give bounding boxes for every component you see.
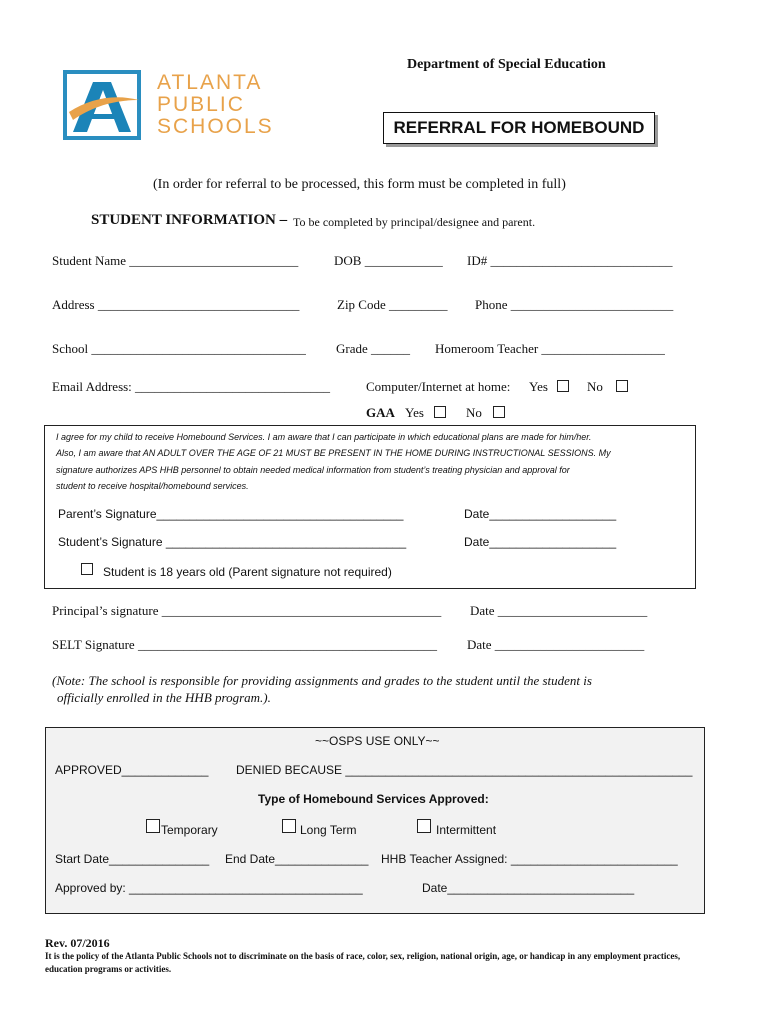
form-instruction: (In order for referral to be processed, this form must be completed in full)	[153, 177, 566, 192]
principal-date-field[interactable]: Date _______________________	[470, 603, 648, 618]
consent-text-line-2: Also, I am aware that AN ADULT OVER THE AGE OF 21 MUST BE PRESENT IN THE HOME DURING INSTRUCTIONAL SESSIONS. My	[56, 448, 611, 458]
denied-because-field[interactable]: DENIED BECAUSE ____________________________________________________	[236, 763, 693, 777]
homeroom-teacher-field[interactable]: Homeroom Teacher ___________________	[435, 341, 665, 356]
long-term-label: Long Term	[300, 823, 357, 837]
temporary-checkbox[interactable]	[146, 819, 160, 833]
responsibility-note-line-2: officially enrolled in the HHB program.).	[57, 690, 271, 705]
internet-no-label: No	[587, 379, 603, 394]
internet-yes-checkbox[interactable]	[557, 380, 569, 392]
approved-field[interactable]: APPROVED_____________	[55, 763, 209, 777]
parent-signature-field[interactable]: Parent’s Signature_____________________________________	[58, 507, 404, 521]
gaa-no-label: No	[466, 405, 482, 420]
internet-no-checkbox[interactable]	[616, 380, 628, 392]
logo-line-1: ATLANTA	[157, 71, 263, 94]
student-signature-field[interactable]: Student’s Signature ____________________________________	[58, 535, 407, 549]
nondiscrimination-policy: It is the policy of the Atlanta Public Schools not to discriminate on the basis of race, color, sex, religion, national origin, age, or handicap in any employment practices, education programs or activities.	[45, 951, 681, 974]
gaa-yes-checkbox[interactable]	[434, 406, 446, 418]
consent-text-line-3: signature authorizes APS HHB personnel to obtain needed medical information from student’s treating physician and approval for	[56, 465, 570, 475]
consent-text-line-1: I agree for my child to receive Homebound Services. I am aware that I can participate in which educational plans are made for him/her.	[56, 432, 592, 442]
grade-field[interactable]: Grade ______	[336, 341, 411, 356]
end-date-field[interactable]: End Date______________	[225, 852, 369, 866]
logo-a-icon	[63, 70, 141, 140]
school-field[interactable]: School _________________________________	[52, 341, 306, 356]
responsibility-note-line-1: (Note: The school is responsible for providing assignments and grades to the student until the student is	[52, 673, 592, 688]
selt-date-field[interactable]: Date _______________________	[467, 637, 645, 652]
age-18-label: Student is 18 years old (Parent signature not required)	[103, 565, 392, 579]
hhb-teacher-field[interactable]: HHB Teacher Assigned: _________________________	[381, 852, 678, 866]
approval-date-field[interactable]: Date____________________________	[422, 881, 635, 895]
principal-signature-field[interactable]: Principal’s signature ___________________________________________	[52, 603, 442, 618]
form-title: REFERRAL FOR HOMEBOUND	[383, 112, 655, 144]
approved-by-field[interactable]: Approved by: ___________________________________	[55, 881, 363, 895]
revision-date: Rev. 07/2016	[45, 936, 110, 950]
temporary-label: Temporary	[161, 823, 218, 837]
logo-line-3: SCHOOLS	[157, 115, 274, 138]
long-term-checkbox[interactable]	[282, 819, 296, 833]
consent-text-line-4: student to receive hospital/homebound services.	[56, 481, 249, 491]
logo-line-2: PUBLIC	[157, 93, 245, 116]
gaa-yes-label: Yes	[405, 405, 424, 420]
student-date-field[interactable]: Date___________________	[464, 535, 617, 549]
dob-field[interactable]: DOB ____________	[334, 253, 443, 268]
aps-logo	[63, 70, 274, 145]
service-type-heading: Type of Homebound Services Approved:	[258, 792, 489, 806]
selt-signature-field[interactable]: SELT Signature ______________________________________________	[52, 637, 437, 652]
osps-heading: ~~OSPS USE ONLY~~	[315, 734, 440, 748]
start-date-field[interactable]: Start Date_______________	[55, 852, 210, 866]
email-field[interactable]: Email Address: ______________________________	[52, 379, 331, 394]
id-field[interactable]: ID# ____________________________	[467, 253, 673, 268]
internet-yes-label: Yes	[529, 379, 548, 394]
age-18-checkbox[interactable]	[81, 563, 93, 575]
student-name-field[interactable]: Student Name __________________________	[52, 253, 299, 268]
gaa-label: GAA	[366, 405, 395, 420]
student-info-note: To be completed by principal/designee and parent.	[293, 215, 536, 229]
department-heading: Department of Special Education	[407, 57, 606, 72]
parent-date-field[interactable]: Date___________________	[464, 507, 617, 521]
intermittent-label: Intermittent	[436, 823, 497, 837]
gaa-no-checkbox[interactable]	[493, 406, 505, 418]
zip-code-field[interactable]: Zip Code _________	[337, 297, 448, 312]
address-field[interactable]: Address _______________________________	[52, 297, 300, 312]
computer-internet-label: Computer/Internet at home:	[366, 379, 511, 394]
logo-wordmark	[157, 72, 274, 138]
phone-field[interactable]: Phone _________________________	[475, 297, 674, 312]
student-info-heading: STUDENT INFORMATION –	[91, 212, 288, 228]
intermittent-checkbox[interactable]	[417, 819, 431, 833]
